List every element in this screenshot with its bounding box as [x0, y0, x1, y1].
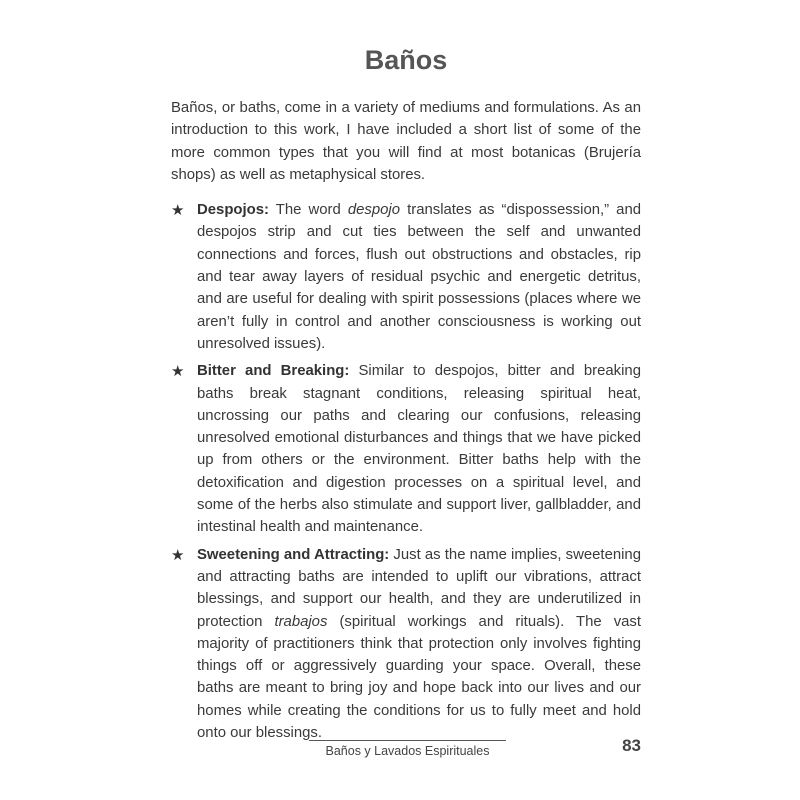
running-title: Baños y Lavados Espirituales [325, 744, 490, 758]
page-footer [171, 738, 641, 764]
list-item-despojos [171, 199, 641, 355]
term-sweetening-attracting: Sweetening and Attracting: [197, 546, 390, 563]
intro-paragraph: Baños, or baths, come in a variety of mediums and formulations. As an introduction to this work, I have included a short list of some of the more common types that you will find at most botanicas (Brujería shops) as well as metaphysical stores. [171, 100, 641, 183]
item-text: Just as the name implies, sweetening and attracting baths are intended to uplift our vibrations, attract blessings, and support our health, and they are underutilized in protection [197, 546, 641, 630]
item-text: The word [268, 202, 348, 219]
star-icon: ★ [171, 201, 185, 220]
term-despojos: Despojos: [197, 202, 269, 219]
list-item-bitter-breaking [171, 360, 641, 538]
star-icon: ★ [171, 362, 185, 381]
page-number: 83 [622, 736, 641, 755]
item-text: translates as “dispossession,” and despojos strip and cut ties between the self and unwanted connections and forces, flush out obstructions and obstacles, rip and tear away layers of residual psychic and energetic detritus, and are useful for dealing with spirit possessions (places where we aren’t fully in control and another consciousness is working out unresolved issues). [197, 202, 642, 352]
page-title: Baños [364, 45, 448, 75]
star-icon: ★ [171, 545, 185, 564]
list-item-sweetening-attracting [171, 544, 641, 745]
footer-rule [309, 740, 506, 741]
item-text: (spiritual workings and rituals). The vast majority of practitioners think that protection only involves fighting things off or aggressively guarding your space. Overall, these baths are meant to bring joy and hope back into our lives and our homes while creating the conditions for us to fully meet and hold onto our blessings. [197, 613, 641, 742]
bath-types-list [171, 199, 641, 744]
page-body [171, 40, 641, 749]
italic-term: despojo [347, 202, 401, 219]
item-text: Similar to despojos, bitter and breaking baths break stagnant conditions, releasing spiritual heat, uncrossing our paths and clearing our confusions, releasing unresolved emotional disturbances and things that we have picked up from others or the environment. Bitter baths help with the detoxification and digestion processes on a spiritual level, and some of the herbs also stimulate and support liver, gallbladder, and intestinal health and maintenance. [197, 363, 641, 536]
term-bitter-breaking: Bitter and Breaking: [197, 363, 350, 380]
italic-term: trabajos [274, 613, 328, 630]
